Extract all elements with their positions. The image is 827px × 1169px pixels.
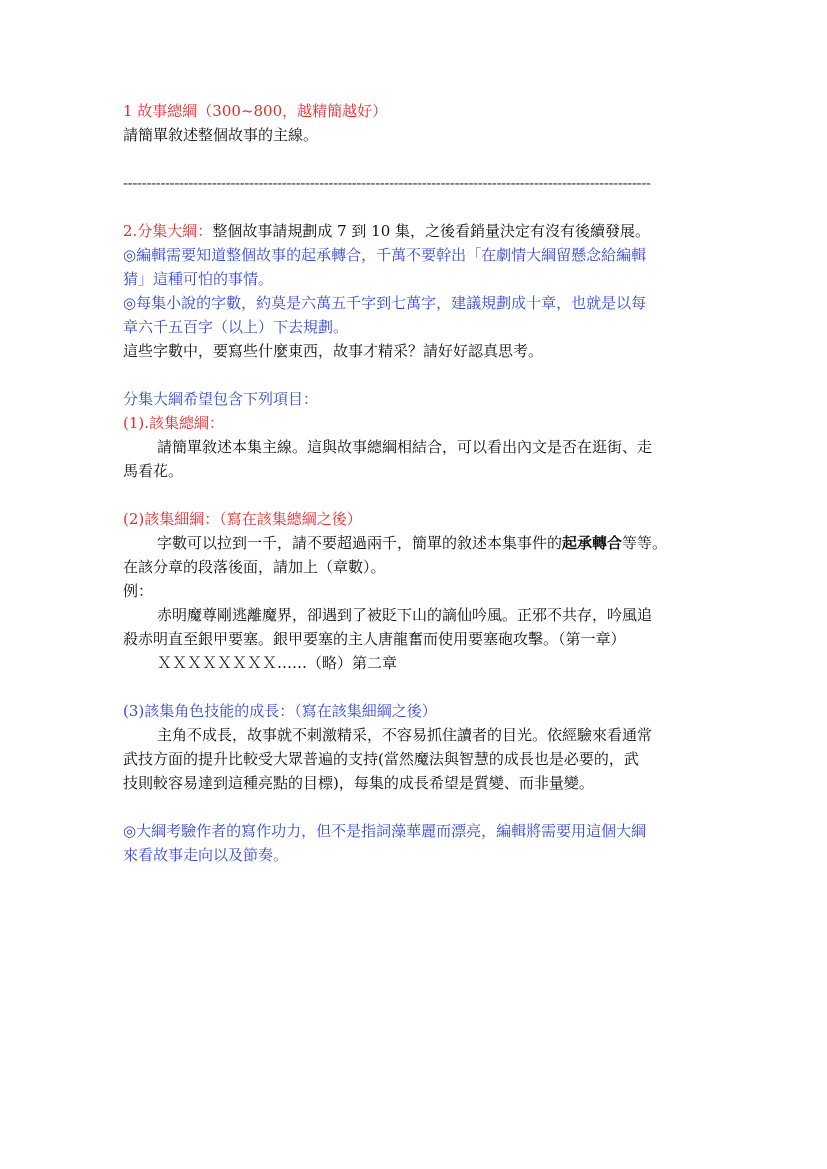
separator-line: -----------------------------------------------------------------------------------------------------------------: [123, 174, 651, 192]
closing-line2: 來看故事走向以及節奏。: [123, 846, 289, 864]
item1-heading: (1).該集總綱：: [123, 414, 225, 432]
item2-heading: [123, 507, 713, 531]
item2-example-label: 例：: [123, 582, 154, 600]
item2-example-line3: ＸＸＸＸＸＸＸＸ……（略）第二章: [157, 654, 398, 672]
item2-line1: [123, 531, 713, 555]
section1-description: 請簡單敘述整個故事的主線。: [123, 126, 319, 144]
item2-line1-b: 等等。: [622, 534, 668, 552]
item3-line3: 技則較容易達到這種亮點的目標)，每集的成長希望是質變、而非量變。: [123, 774, 594, 792]
section2-note2-line1: ◎每集小說的字數，約莫是六萬五千字到七萬字，建議規劃成十章，也就是以每: [123, 294, 647, 312]
item3-line1: 主角不成長，故事就不刺激精采，不容易抓住讀者的目光。依經驗來看通常: [157, 726, 653, 744]
item3-heading: (3)該集角色技能的成長：（寫在該集細綱之後）: [123, 702, 437, 720]
item2-line1-a: 字數可以拉到一千，請不要超過兩千，簡單的敘述本集事件的: [157, 534, 563, 552]
section2-text: 整個故事請規劃成 7 到 10 集，之後看銷量決定有沒有後續發展。: [212, 222, 651, 240]
document-body: [123, 99, 713, 867]
item2-line2: 在該分章的段落後面，請加上（章數）。: [123, 558, 386, 576]
item1-line2: 馬看花。: [123, 462, 184, 480]
section2-label: 2.分集大綱：: [123, 222, 213, 240]
item2-example-line2: 殺赤明直至銀甲要塞。銀甲要塞的主人唐龍奮而使用要塞砲攻擊。（第一章）: [123, 630, 626, 648]
item2-example-line1: 赤明魔尊剛逃離魔界，卻遇到了被貶下山的謫仙吟風。正邪不共存，吟風追: [157, 606, 653, 624]
item1-line1: 請簡單敘述本集主線。這與故事總綱相結合，可以看出內文是否在逛街、走: [157, 438, 653, 456]
section1-heading: 1 故事總綱（300~800，越精簡越好）: [123, 102, 388, 120]
section2-note1-line1: ◎編輯需要知道整個故事的起承轉合，千萬不要幹出「在劇情大綱留懸念給編輯: [123, 246, 647, 264]
item2-line1-bold: 起承轉合: [562, 534, 623, 552]
items-intro: 分集大綱希望包含下列項目：: [123, 390, 319, 408]
item2-heading-text: (2)該集細綱：（寫在該集總綱之後）: [123, 510, 362, 528]
section2-note1-line2: 猜」這種可怕的事情。: [123, 270, 274, 288]
section2-line: [123, 219, 713, 243]
closing-line1: ◎大綱考驗作者的寫作功力，但不是指詞藻華麗而漂亮，編輯將需要用這個大綱: [123, 822, 647, 840]
section2-note3: 這些字數中，要寫些什麼東西，故事才精采？請好好認真思考。: [123, 342, 544, 360]
section2-note2-line2: 章六千五百字（以上）下去規劃。: [123, 318, 349, 336]
item3-line2: 武技方面的提升比較受大眾普遍的支持(當然魔法與智慧的成長也是必要的，武: [123, 750, 639, 768]
